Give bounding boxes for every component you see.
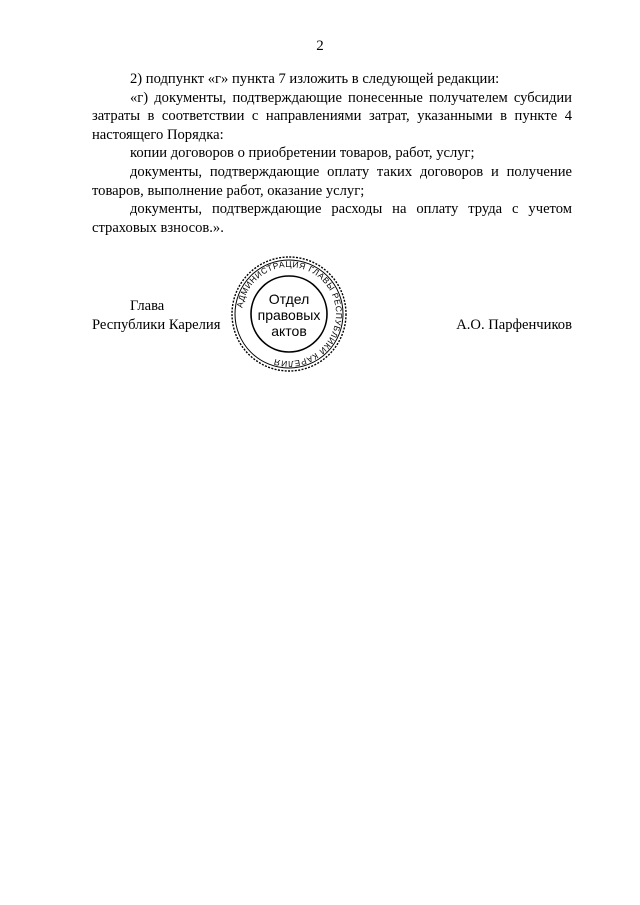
paragraph-payment-documents: документы, подтверждающие оплату таких договоров и получение товаров, выполнение работ, оказание услуг;	[92, 163, 572, 199]
signatory-name: А.О. Парфенчиков	[456, 317, 572, 333]
paragraph-item-g: «г) документы, подтверждающие понесенные получателем субсидии затраты в соответствии с направлениями затрат, указанными в пункте 4 настоящего Порядка:	[92, 89, 572, 143]
signatory-title-line2: Республики Карелия	[92, 317, 221, 333]
stamp-ring-text: АДМИНИСТРАЦИЯ ГЛАВЫ РЕСПУБЛИКИ КАРЕЛИЯ	[234, 258, 345, 370]
stamp-center-line2: правовых	[257, 307, 321, 323]
official-stamp	[229, 254, 349, 374]
stamp-center-line1: Отдел	[268, 291, 310, 307]
paragraph-labor-expenses: документы, подтверждающие расходы на оплату труда с учетом страховых взносов.».	[92, 201, 572, 236]
page-number: 2	[316, 38, 324, 54]
signatory-title-line1: Глава	[130, 298, 165, 314]
stamp-center-line3: актов	[271, 323, 307, 339]
document-body	[92, 70, 572, 237]
paragraph-amendment-intro: 2) подпункт «г» пункта 7 изложить в следующей редакции:	[130, 71, 500, 87]
paragraph-contract-copies: копии договоров о приобретении товаров, работ, услуг;	[130, 145, 475, 162]
